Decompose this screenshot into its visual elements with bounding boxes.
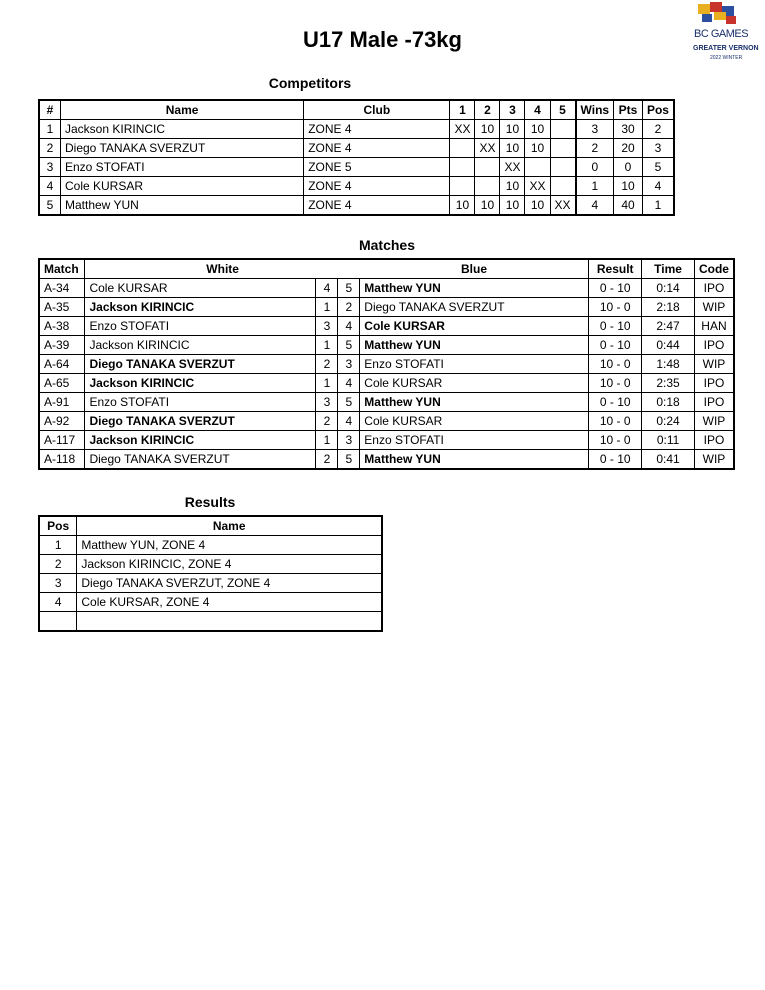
result-pos: 4 — [39, 593, 77, 612]
white-player: Cole KURSAR — [85, 279, 316, 298]
col-header-match: Match — [39, 259, 85, 279]
competitors-header-row — [39, 100, 674, 120]
white-number: 4 — [316, 279, 338, 298]
match-id: A-65 — [39, 374, 85, 393]
table-row — [39, 431, 734, 450]
blue-player: Cole KURSAR — [360, 412, 589, 431]
table-row — [39, 355, 734, 374]
white-player: Jackson KIRINCIC — [85, 431, 316, 450]
competitor-wins: 1 — [576, 177, 614, 196]
match-score: 10 — [500, 139, 525, 158]
result-name: Matthew YUN, ZONE 4 — [77, 536, 382, 555]
blue-player: Enzo STOFATI — [360, 355, 589, 374]
match-score — [475, 177, 500, 196]
white-player: Diego TANAKA SVERZUT — [85, 450, 316, 470]
competitor-name: Enzo STOFATI — [61, 158, 304, 177]
white-number: 1 — [316, 336, 338, 355]
blue-player: Matthew YUN — [360, 450, 589, 470]
competitor-pos: 3 — [642, 139, 674, 158]
col-header-result: Result — [589, 259, 642, 279]
match-score — [525, 158, 550, 177]
result-pos: 3 — [39, 574, 77, 593]
col-header-4: 4 — [525, 100, 550, 120]
col-header-pts: Pts — [614, 100, 643, 120]
match-time: 2:18 — [642, 298, 695, 317]
match-code: WIP — [694, 412, 734, 431]
match-time: 0:18 — [642, 393, 695, 412]
col-header-pos: Pos — [39, 516, 77, 536]
competitor-club: ZONE 4 — [304, 177, 450, 196]
match-score: 10 — [500, 120, 525, 139]
table-row — [39, 139, 674, 158]
competitor-club: ZONE 4 — [304, 139, 450, 158]
match-result: 0 - 10 — [589, 279, 642, 298]
result-name: Jackson KIRINCIC, ZONE 4 — [77, 555, 382, 574]
white-number: 3 — [316, 317, 338, 336]
competitor-club: ZONE 4 — [304, 120, 450, 139]
blue-player: Diego TANAKA SVERZUT — [360, 298, 589, 317]
blue-number: 5 — [338, 450, 360, 470]
competitor-wins: 4 — [576, 196, 614, 216]
match-id: A-91 — [39, 393, 85, 412]
matches-header-row — [39, 259, 734, 279]
col-header-1: 1 — [450, 100, 475, 120]
table-row — [39, 120, 674, 139]
match-score: 10 — [500, 196, 525, 216]
competitor-name: Jackson KIRINCIC — [61, 120, 304, 139]
table-row — [39, 279, 734, 298]
white-player: Jackson KIRINCIC — [85, 374, 316, 393]
table-row — [39, 593, 382, 612]
table-row — [39, 574, 382, 593]
match-result: 0 - 10 — [589, 450, 642, 470]
table-row — [39, 317, 734, 336]
blue-number: 5 — [338, 336, 360, 355]
page-title: U17 Male -73kg — [303, 27, 462, 52]
competitor-pts: 10 — [614, 177, 643, 196]
match-code: HAN — [694, 317, 734, 336]
match-score: XX — [475, 139, 500, 158]
result-pos: 2 — [39, 555, 77, 574]
match-score: XX — [550, 196, 576, 216]
competitors-table — [38, 99, 675, 216]
match-score: 10 — [475, 196, 500, 216]
blue-number: 3 — [338, 431, 360, 450]
white-number: 2 — [316, 355, 338, 374]
blue-number: 4 — [338, 412, 360, 431]
competitor-pos: 2 — [642, 120, 674, 139]
white-number: 3 — [316, 393, 338, 412]
logo-text-greater-vernon: GREATER VERNON — [693, 45, 759, 52]
match-id: A-117 — [39, 431, 85, 450]
col-header-wins: Wins — [576, 100, 614, 120]
blue-number: 5 — [338, 279, 360, 298]
blue-player: Matthew YUN — [360, 393, 589, 412]
match-code: IPO — [694, 431, 734, 450]
white-number: 2 — [316, 412, 338, 431]
match-time: 0:24 — [642, 412, 695, 431]
result-pos — [39, 612, 77, 632]
result-name: Diego TANAKA SVERZUT, ZONE 4 — [77, 574, 382, 593]
match-id: A-35 — [39, 298, 85, 317]
table-row — [39, 612, 382, 632]
match-score — [450, 177, 475, 196]
match-score: 10 — [525, 120, 550, 139]
match-result: 0 - 10 — [589, 317, 642, 336]
white-player: Enzo STOFATI — [85, 393, 316, 412]
competitor-pts: 20 — [614, 139, 643, 158]
match-result: 0 - 10 — [589, 336, 642, 355]
white-player: Jackson KIRINCIC — [85, 336, 316, 355]
match-id: A-34 — [39, 279, 85, 298]
table-row — [39, 298, 734, 317]
table-row — [39, 177, 674, 196]
competitor-name: Matthew YUN — [61, 196, 304, 216]
col-header-2: 2 — [475, 100, 500, 120]
blue-player: Cole KURSAR — [360, 374, 589, 393]
match-score — [550, 120, 576, 139]
blue-number: 5 — [338, 393, 360, 412]
table-row — [39, 450, 734, 470]
col-header-club: Club — [304, 100, 450, 120]
match-result: 10 - 0 — [589, 298, 642, 317]
match-code: IPO — [694, 393, 734, 412]
table-row — [39, 412, 734, 431]
match-score — [550, 158, 576, 177]
match-code: IPO — [694, 336, 734, 355]
logo-text-bc-games: BC GAMES — [694, 28, 749, 40]
competitors-heading: Competitors — [268, 75, 352, 91]
match-result: 10 - 0 — [589, 355, 642, 374]
match-id: A-38 — [39, 317, 85, 336]
col-header-num: # — [39, 100, 61, 120]
competitor-wins: 2 — [576, 139, 614, 158]
match-score: 10 — [500, 177, 525, 196]
match-time: 1:48 — [642, 355, 695, 374]
competitor-pos: 4 — [642, 177, 674, 196]
competitor-pts: 0 — [614, 158, 643, 177]
match-result: 10 - 0 — [589, 374, 642, 393]
match-id: A-39 — [39, 336, 85, 355]
competitor-name: Cole KURSAR — [61, 177, 304, 196]
competitor-club: ZONE 4 — [304, 196, 450, 216]
result-name — [77, 612, 382, 632]
col-header-5: 5 — [550, 100, 576, 120]
match-time: 2:47 — [642, 317, 695, 336]
table-row — [39, 374, 734, 393]
result-pos: 1 — [39, 536, 77, 555]
blue-number: 4 — [338, 374, 360, 393]
match-score: 10 — [450, 196, 475, 216]
results-table — [38, 515, 383, 632]
col-header-name: Name — [61, 100, 304, 120]
competitor-num: 5 — [39, 196, 61, 216]
white-number: 1 — [316, 298, 338, 317]
competitor-wins: 0 — [576, 158, 614, 177]
competitor-pts: 30 — [614, 120, 643, 139]
competitor-num: 1 — [39, 120, 61, 139]
match-code: WIP — [694, 298, 734, 317]
table-row — [39, 555, 382, 574]
match-score: XX — [500, 158, 525, 177]
blue-number: 4 — [338, 317, 360, 336]
match-id: A-92 — [39, 412, 85, 431]
match-result: 10 - 0 — [589, 431, 642, 450]
white-number: 2 — [316, 450, 338, 470]
match-score: XX — [450, 120, 475, 139]
blue-player: Cole KURSAR — [360, 317, 589, 336]
match-score — [550, 177, 576, 196]
white-number: 1 — [316, 374, 338, 393]
match-time: 0:11 — [642, 431, 695, 450]
match-result: 0 - 10 — [589, 393, 642, 412]
match-score — [450, 158, 475, 177]
white-player: Enzo STOFATI — [85, 317, 316, 336]
white-player: Diego TANAKA SVERZUT — [85, 355, 316, 374]
match-code: IPO — [694, 374, 734, 393]
match-time: 0:41 — [642, 450, 695, 470]
col-header-time: Time — [642, 259, 695, 279]
match-score: 10 — [525, 139, 550, 158]
match-id: A-118 — [39, 450, 85, 470]
match-time: 2:35 — [642, 374, 695, 393]
blue-number: 3 — [338, 355, 360, 374]
competitor-name: Diego TANAKA SVERZUT — [61, 139, 304, 158]
table-row — [39, 158, 674, 177]
table-row — [39, 536, 382, 555]
col-header-pos: Pos — [642, 100, 674, 120]
competitor-num: 2 — [39, 139, 61, 158]
result-name: Cole KURSAR, ZONE 4 — [77, 593, 382, 612]
col-header-blue: Blue — [360, 259, 589, 279]
col-header-white: White — [85, 259, 360, 279]
match-score: 10 — [525, 196, 550, 216]
results-header-row — [39, 516, 382, 536]
competitor-num: 4 — [39, 177, 61, 196]
blue-player: Enzo STOFATI — [360, 431, 589, 450]
blue-number: 2 — [338, 298, 360, 317]
match-time: 0:44 — [642, 336, 695, 355]
white-player: Diego TANAKA SVERZUT — [85, 412, 316, 431]
white-number: 1 — [316, 431, 338, 450]
competitor-pts: 40 — [614, 196, 643, 216]
blue-player: Matthew YUN — [360, 336, 589, 355]
match-code: WIP — [694, 355, 734, 374]
competitor-club: ZONE 5 — [304, 158, 450, 177]
table-row — [39, 393, 734, 412]
results-heading: Results — [184, 494, 236, 510]
col-header-code: Code — [694, 259, 734, 279]
logo-text-2022-winter: 2022 WINTER — [710, 55, 743, 61]
competitor-pos: 5 — [642, 158, 674, 177]
table-row — [39, 196, 674, 216]
match-result: 10 - 0 — [589, 412, 642, 431]
match-code: IPO — [694, 279, 734, 298]
match-score: XX — [525, 177, 550, 196]
competitor-num: 3 — [39, 158, 61, 177]
match-id: A-64 — [39, 355, 85, 374]
col-header-3: 3 — [500, 100, 525, 120]
blue-player: Matthew YUN — [360, 279, 589, 298]
col-header-name: Name — [77, 516, 382, 536]
match-score — [450, 139, 475, 158]
competitor-wins: 3 — [576, 120, 614, 139]
table-row — [39, 336, 734, 355]
match-code: WIP — [694, 450, 734, 470]
match-score — [550, 139, 576, 158]
competitor-pos: 1 — [642, 196, 674, 216]
matches-table — [38, 258, 735, 470]
white-player: Jackson KIRINCIC — [85, 298, 316, 317]
match-score: 10 — [475, 120, 500, 139]
match-score — [475, 158, 500, 177]
matches-heading: Matches — [358, 237, 416, 253]
match-time: 0:14 — [642, 279, 695, 298]
